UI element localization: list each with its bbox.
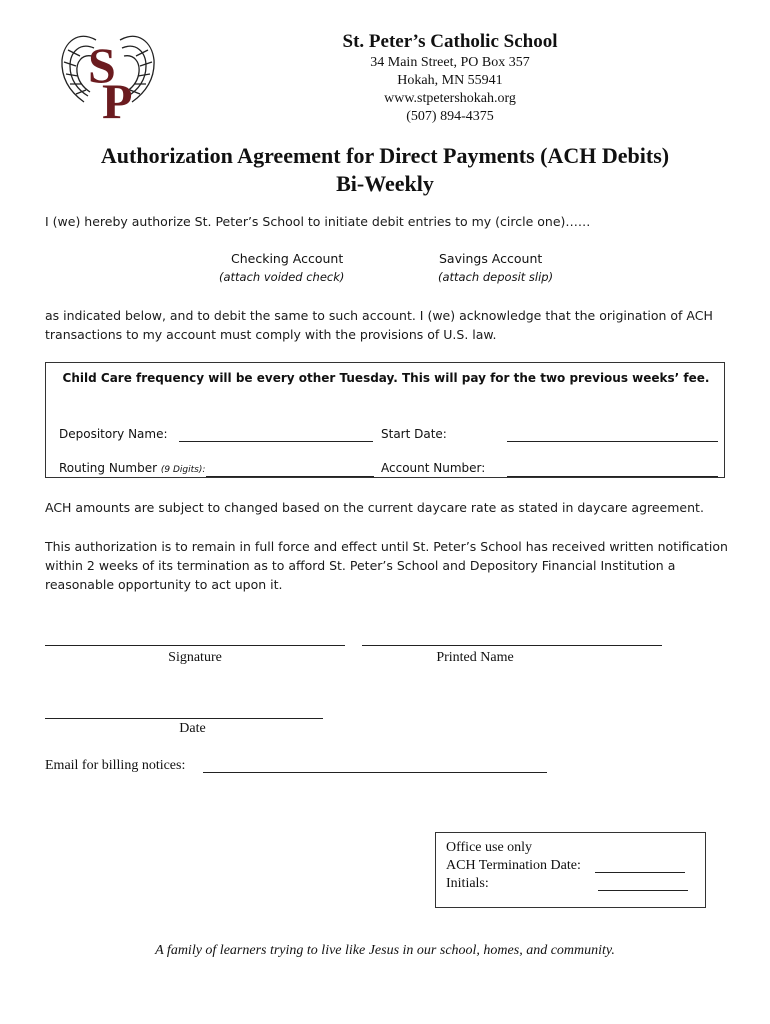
office-use-heading: Office use only <box>446 840 533 855</box>
routing-number-label <box>59 461 205 475</box>
date-caption: Date <box>179 721 206 736</box>
termination-line-2: within 2 weeks of its termination as to afford St. Peter’s School and Depository Financial Institution a <box>45 558 676 573</box>
routing-number-note: (9 Digits): <box>160 465 206 475</box>
email-field[interactable] <box>203 772 547 773</box>
ach-amount-note: ACH amounts are subject to changed based on the current daycare rate as stated in daycare agreement. <box>45 500 704 515</box>
routing-number-field[interactable] <box>206 476 374 477</box>
initials-field[interactable] <box>598 890 688 891</box>
office-use-box <box>435 832 706 908</box>
school-address: 34 Main Street, PO Box 357 <box>370 55 530 70</box>
routing-number-label-text: Routing Number <box>59 461 158 475</box>
account-info-box <box>45 362 725 478</box>
termination-line-3: reasonable opportunity to act upon it. <box>45 577 283 592</box>
termination-date-field[interactable] <box>595 872 685 873</box>
checking-account-option[interactable]: Checking Account <box>231 251 344 266</box>
initials-label: Initials: <box>446 876 489 891</box>
savings-account-option[interactable]: Savings Account <box>439 251 543 266</box>
start-date-field[interactable] <box>507 441 718 442</box>
printed-name-caption: Printed Name <box>436 650 514 665</box>
printed-name-field[interactable] <box>362 645 662 646</box>
depository-name-field[interactable] <box>179 441 373 442</box>
savings-account-note: (attach deposit slip) <box>438 270 554 284</box>
start-date-label: Start Date: <box>381 427 447 441</box>
document-subtitle: Bi-Weekly <box>336 171 434 196</box>
email-label: Email for billing notices: <box>45 758 186 773</box>
checking-account-note: (attach voided check) <box>219 270 345 284</box>
account-number-field[interactable] <box>507 476 718 477</box>
logo-letter-p: P <box>102 73 133 126</box>
document-title: Authorization Agreement for Direct Payments (ACH Debits) <box>100 143 670 168</box>
acknowledgement-line-2: transactions to my account must comply with the provisions of U.S. law. <box>45 327 497 342</box>
school-website[interactable]: www.stpetershokah.org <box>384 91 516 106</box>
signature-caption: Signature <box>168 650 222 665</box>
acknowledgement-line-1: as indicated below, and to debit the same to such account. I (we) acknowledge that the origination of ACH <box>45 308 713 323</box>
termination-date-label: ACH Termination Date: <box>446 858 581 873</box>
footer-motto: A family of learners trying to live like Jesus in our school, homes, and community. <box>155 943 615 958</box>
winged-sp-logo-icon <box>58 20 158 126</box>
school-logo <box>58 20 158 126</box>
signature-field[interactable] <box>45 645 345 646</box>
logo-letter-s: S <box>88 37 116 93</box>
depository-name-label: Depository Name: <box>59 427 168 441</box>
termination-line-1: This authorization is to remain in full force and effect until St. Peter’s School has received written notification <box>45 539 728 554</box>
school-phone: (507) 894-4375 <box>406 109 494 124</box>
date-field[interactable] <box>45 718 323 719</box>
frequency-note: Child Care frequency will be every other Tuesday. This will pay for the two previous weeks’ fee. <box>62 371 710 385</box>
account-number-label: Account Number: <box>381 461 486 475</box>
intro-text: I (we) hereby authorize St. Peter’s School to initiate debit entries to my (circle one)…… <box>45 214 591 229</box>
school-name: St. Peter’s Catholic School <box>342 31 558 52</box>
school-city: Hokah, MN 55941 <box>397 73 503 88</box>
